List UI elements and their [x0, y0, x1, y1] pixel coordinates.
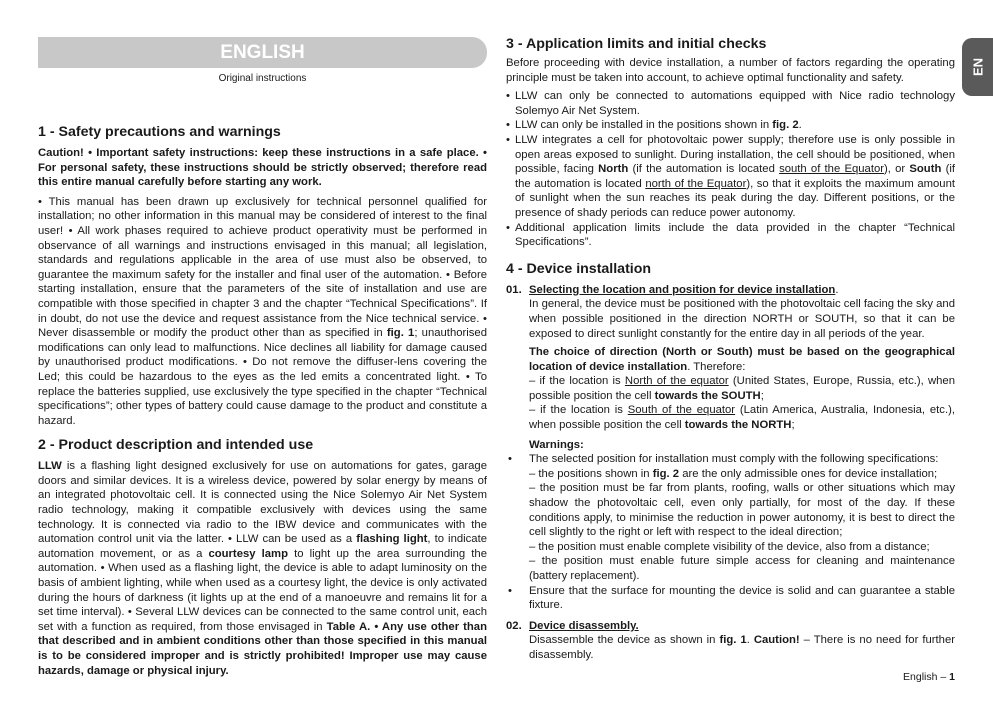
- warning-text: The selected position for installation must comply with the following specifications:: [529, 453, 939, 466]
- step-heading-dot: .: [835, 283, 839, 296]
- detail-text: are the only admissible ones for device installation;: [679, 467, 938, 480]
- fig-1-ref: fig. 1: [386, 327, 415, 340]
- courtesy-lamp-term: courtesy lamp: [208, 547, 288, 560]
- description-part-1: is a flashing light designed exclusively for use on automations for gates, garage doors and similar devices. It is a wireless device, powered by solar energy by means of an integrated photovoltaic cell. It is connected using the Nice Solemyo Air Net System radio technology, making it compatible exclusively with devices using the same technology. It is connected via radio to the IBW device and communicates with the automation control unit via the latter. • LLW can be used as a: [38, 460, 487, 546]
- rule-text: – if the location is: [529, 375, 625, 388]
- rule-text: ;: [791, 419, 795, 432]
- rule-text: – if the location is: [529, 404, 628, 417]
- bullet-icon: •: [508, 453, 512, 466]
- language-tab: [962, 38, 993, 96]
- footer-label: English –: [903, 671, 950, 683]
- list-text: ), so that it exploits the maximum amount of sunlight when the sun reaches its peak during the day. Different positions, or the presence of shady periods can reduce power autonomy.: [515, 177, 956, 219]
- application-limits-list: [506, 89, 955, 250]
- list-text: ), or: [884, 163, 910, 176]
- warning-detail: – the position must enable future simple access for cleaning and maintenance (battery replacement).: [529, 555, 955, 582]
- step-number: 02.: [506, 619, 522, 632]
- step-heading: Selecting the location and position for device installation: [529, 283, 836, 296]
- list-text: (if the automation is located: [515, 163, 955, 190]
- language-banner: ENGLISH: [38, 37, 487, 68]
- description-part-3: to light up the area surrounding the automation. • When used as a flashing light, the device is able to adapt luminosity on the basis of ambient lighting, while when used as a courtesy light, the device is only activated during the hours of darkness (it lights up at the end of a manoeuvre and remains lit for a set time interval). • Several LLW devices can be connected to the same control unit, each set with a function as required, from those envisaged in: [38, 547, 487, 633]
- warning-text: Ensure that the surface for mounting the device is solid and can guarantee a stable fixture.: [529, 584, 955, 612]
- south-of-equator-term: south of the Equator: [779, 163, 885, 176]
- list-item: • Additional application limits include the data provided in the chapter “Technical Specifications”.: [506, 221, 955, 250]
- original-instructions-label: Original instructions: [218, 73, 307, 84]
- step-02: [506, 619, 955, 634]
- towards-north-term: towards the NORTH: [684, 419, 792, 432]
- detail-text: – the positions shown in: [529, 467, 653, 480]
- safety-body: [38, 195, 487, 429]
- list-item: [506, 133, 955, 221]
- step-text: .: [746, 634, 754, 647]
- step-heading: Device disassembly.: [529, 619, 639, 632]
- page-number: 1: [949, 671, 955, 683]
- safety-body-part-2: ; unauthorised modifications can only lead to malfunctions. Nice declines all liability for damage caused by unauthorised product modifications. • Do not remove the diffuser-lens covering the Led; this could be hazardous to the eyes as the led emits a concentrated light. • To replace the batteries supplied, use exclusively the type specified in the chapter “Technical specifications”; other types of battery could cause damage to the product and constitute a hazard.: [38, 327, 487, 427]
- warning-item: [506, 584, 955, 613]
- caution-term: Caution!: [753, 634, 800, 647]
- bullet-icon: •: [508, 584, 512, 597]
- product-description: [38, 459, 487, 678]
- section-1-title: 1 - Safety precautions and warnings: [38, 124, 281, 140]
- south-of-equator-link-text: South of the equator: [627, 404, 736, 417]
- warning-detail: – the position must enable complete visibility of the device, also from a distance;: [529, 540, 930, 553]
- rule-text: (Latin America, Australia, Indonesia, etc.), when possible position the cell: [529, 404, 955, 432]
- list-text: LLW can only be installed in the positions shown in: [515, 119, 773, 132]
- step-02-body: [529, 633, 955, 662]
- direction-choice: [529, 345, 955, 374]
- direction-choice-rest: . Therefore:: [687, 360, 746, 373]
- section-3-intro: Before proceeding with device installation, a number of factors regarding the operating principle must be taken into account, to achieve optimal functionality and safety.: [506, 57, 955, 84]
- list-text: LLW integrates a cell for photovoltaic power supply; therefore use is only possible in open areas exposed to sunlight. During installation, the cell should be positioned, when possible, facing: [515, 133, 955, 176]
- towards-south-term: towards the SOUTH: [654, 389, 761, 402]
- list-text: .: [798, 119, 802, 132]
- step-text: Disassemble the device as shown in: [529, 634, 720, 647]
- step-01: [506, 283, 955, 298]
- north-of-equator-term: north of the Equator: [645, 177, 747, 190]
- south-term: South: [909, 163, 942, 176]
- fig-2-ref: fig. 2: [772, 119, 799, 132]
- llw-label: LLW: [38, 460, 62, 473]
- south-location-rule: [529, 403, 955, 432]
- warning-detail: – the position must be far from plants, roofing, walls or other situations which may shadow the photovoltaic cell, even only partially, for most of the day. If these conditions apply, to minimise the reduction in power autonomy, it is best to direct the cell slightly to the right or left with respect to the ideal direction;: [529, 482, 955, 539]
- improper-use-warning: Table A. • Any use other than that described and in ambient conditions other than those specified in this manual is to be considered improper and is strictly prohibited! Improper use may cause hazards, damage or physical injury.: [38, 620, 487, 677]
- section-4-title: 4 - Device installation: [506, 260, 652, 277]
- left-column: [38, 37, 487, 678]
- safety-caution: Caution! • Important safety instructions: keep these instructions in a safe place. • For personal safety, these instructions should be strictly observed; therefore read this entire manual carefully before starting any work.: [38, 147, 487, 189]
- language-tab-label: EN: [970, 57, 985, 77]
- direction-choice-bold: The choice of direction (North or South) must be based on the geographical location of device installation: [529, 346, 955, 373]
- warning-detail: [529, 467, 955, 482]
- section-2-title: 2 - Product description and intended use: [38, 437, 314, 454]
- right-column: [506, 36, 955, 663]
- step-text: – There is no need for further disassembly.: [529, 634, 955, 661]
- list-item: [506, 118, 955, 133]
- fig-2-ref: fig. 2: [652, 467, 680, 480]
- rule-text: (United States, Europe, Russia, etc.), when possible position the cell: [529, 375, 955, 402]
- flashing-light-term: flashing light: [356, 533, 428, 546]
- north-location-rule: [529, 374, 955, 403]
- step-01-body: In general, the device must be positioned with the photovoltaic cell facing the sky and when possible positioned in the direction NORTH or SOUTH, so that it can be exposed to direct sunlight constantly for the entire day in all periods of the year.: [529, 298, 955, 340]
- warnings-heading: Warnings:: [529, 438, 584, 451]
- list-text: (if the automation is located: [628, 163, 780, 176]
- rule-text: ;: [760, 389, 764, 402]
- safety-body-part-1: • This manual has been drawn up exclusively for technical personnel qualified for installation; no other information in this manual may be considered of interest to the final user! • All work phases required to achieve product operativity must be performed in observance of all warnings and instructions envisaged in this manual; all legislation, standards and regulations applicable in the area of use must also be observed, to guarantee the maximum safety for the installer and final user of the automation. • Before starting installation, ensure that the parameters of the site of installation and use are compatible with those specified in chapter 3 and the chapter “Technical Specifications”. If in doubt, do not use the device and request assistance from the Nice technical service. • Never disassemble or modify the product other than as specified in: [38, 195, 487, 340]
- section-3-title: 3 - Application limits and initial checks: [506, 36, 767, 52]
- description-part-2: , to indicate automation movement, or as a: [38, 533, 487, 560]
- list-item: • LLW can only be connected to automations equipped with Nice radio technology Solemyo Air Net System.: [506, 89, 955, 118]
- fig-1-ref: fig. 1: [719, 634, 747, 647]
- north-of-equator-link-text: North of the equator: [624, 375, 729, 388]
- warning-item: [506, 452, 955, 583]
- page-footer: [903, 671, 955, 683]
- step-number: 01.: [506, 283, 522, 296]
- north-term: North: [598, 163, 629, 176]
